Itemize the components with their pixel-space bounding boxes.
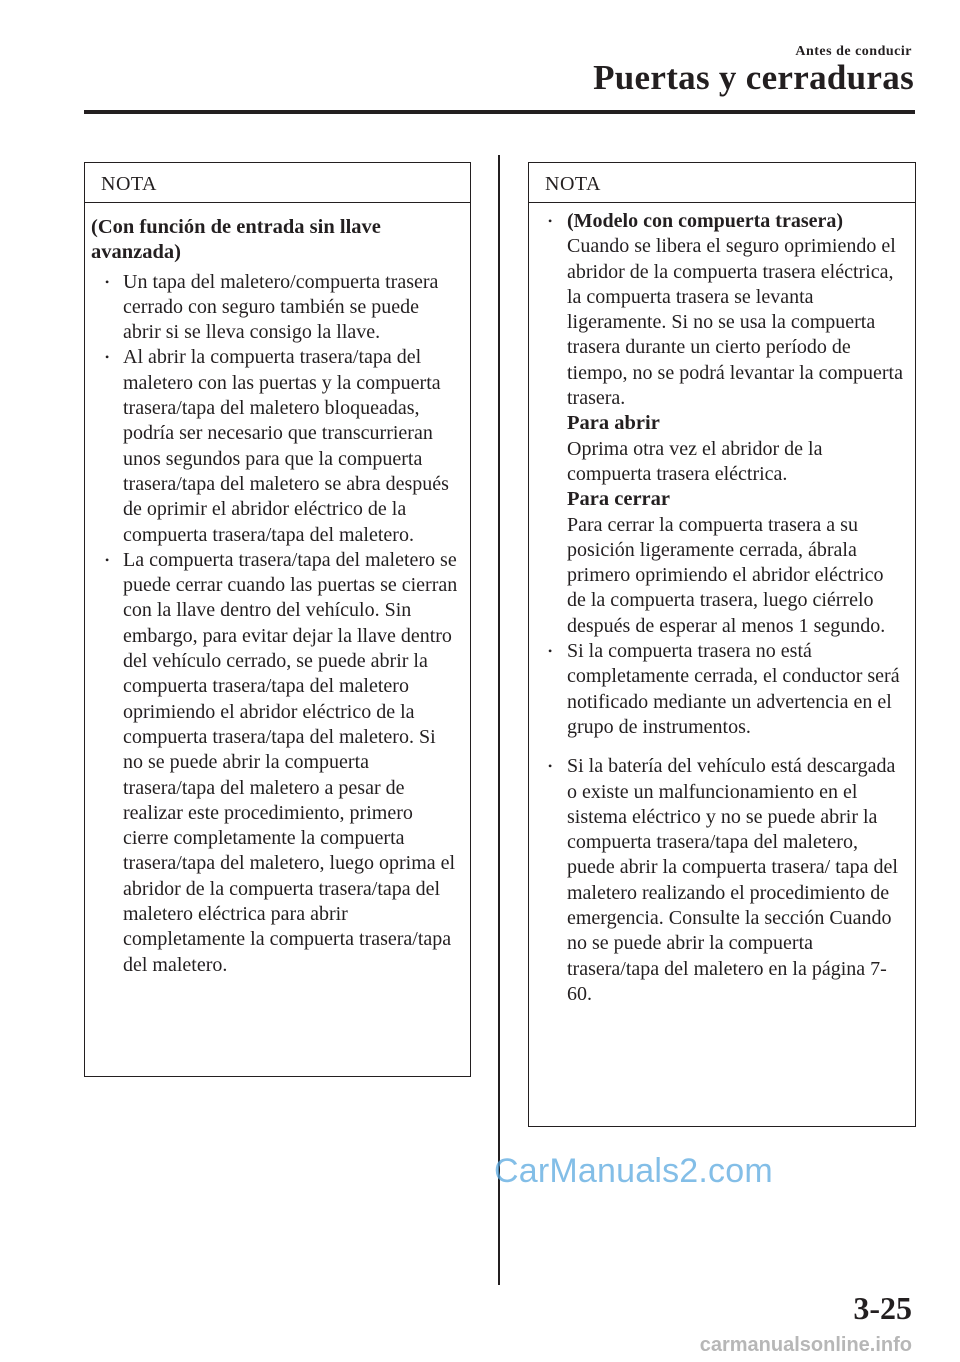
right-note-box <box>528 162 916 1127</box>
note-label: NOTA <box>85 163 470 203</box>
list-item: • Un tapa del maletero/compuerta trasera cerrado con seguro también se puede abrir si se lleva consigo la llave. <box>105 270 439 344</box>
bullet-icon: • <box>105 350 110 365</box>
footer-site: carmanualsonline.info <box>699 1334 912 1356</box>
open-text: Oprima otra vez el abridor de la compuerta trasera eléctrica. <box>567 437 823 485</box>
close-title: Para cerrar <box>567 488 670 511</box>
close-text: Para cerrar la compuerta trasera a su posición ligeramente cerrada, ábrala primero oprimiendo el abridor eléctrico de la compuerta trasera, luego ciérrelo después de esperar al menos 1 segundo. <box>567 513 886 637</box>
page-number: 3-25 <box>853 1290 912 1326</box>
note-bullet-list <box>91 270 458 978</box>
header-rule <box>84 110 915 114</box>
spacer <box>535 740 903 754</box>
page-title: Puertas y cerraduras <box>593 58 914 97</box>
note-subheading: (Con función de entrada sin llave avanzada) <box>91 216 381 264</box>
watermark-logo: CarManuals2.com <box>494 1152 773 1190</box>
bullet-icon: • <box>548 759 553 774</box>
list-item: • Al abrir la compuerta trasera/tapa del maletero con las puertas y la compuerta trasera/tapa del maletero bloqueadas, podría ser necesario que transcurrieran unos segundos para que la compuerta trasera/tapa del maletero se abra después de oprimir el abridor eléctrico de la compuerta trasera/tapa del maletero. <box>105 346 449 546</box>
note-bullet-list <box>535 209 903 1007</box>
bullet-icon: • <box>105 274 110 289</box>
bullet-icon: • <box>105 552 110 567</box>
list-item <box>535 209 903 639</box>
note-label: NOTA <box>529 163 915 203</box>
bullet-icon: • <box>548 214 553 228</box>
left-note-box <box>84 162 471 1077</box>
list-item: • La compuerta trasera/tapa del maletero se puede cerrar cuando las puertas se cierran con la llave dentro del vehículo. Sin embargo, para evitar dejar la llave dentro del vehículo cerrado, se puede abrir la compuerta trasera/tapa del maletero oprimiendo el abridor eléctrico de la compuerta trasera/tapa del maletero. Si no se puede abrir la compuerta trasera/tapa del maletero a pesar de realizar este procedimiento, primero cierre completamente la compuerta trasera/tapa del maletero, luego oprima el abridor de la compuerta trasera/tapa del maletero eléctrica para abrir completamente la compuerta trasera/tapa del maletero. <box>105 548 458 976</box>
item-text: Cuando se libera el seguro oprimiendo el abridor de la compuerta trasera eléctrica, la compuerta trasera se levanta ligeramente. Si no se usa la compuerta trasera durante un cierto período de tiempo, no se podrá levantar la compuerta trasera. <box>567 235 903 410</box>
section-label: Antes de conducir <box>795 44 912 59</box>
list-item: • Si la batería del vehículo está descargada o existe un malfuncionamiento en el sistema eléctrico y no se puede abrir la compuerta trasera/tapa del maletero, puede abrir la compuerta trasera/ tapa del maletero realizando el procedimiento de emergencia. Consulte la sección Cuando no se puede abrir la compuerta trasera/tapa del maletero en la página 7-60. <box>548 755 898 1005</box>
open-title: Para abrir <box>567 412 660 435</box>
bullet-icon: • <box>548 644 553 659</box>
item-title: (Modelo con compuerta trasera) <box>567 210 844 232</box>
column-divider <box>498 155 500 1285</box>
list-item: • Si la compuerta trasera no está completamente cerrada, el conductor será notificado mediante un advertencia en el grupo de instrumentos. <box>548 640 900 738</box>
